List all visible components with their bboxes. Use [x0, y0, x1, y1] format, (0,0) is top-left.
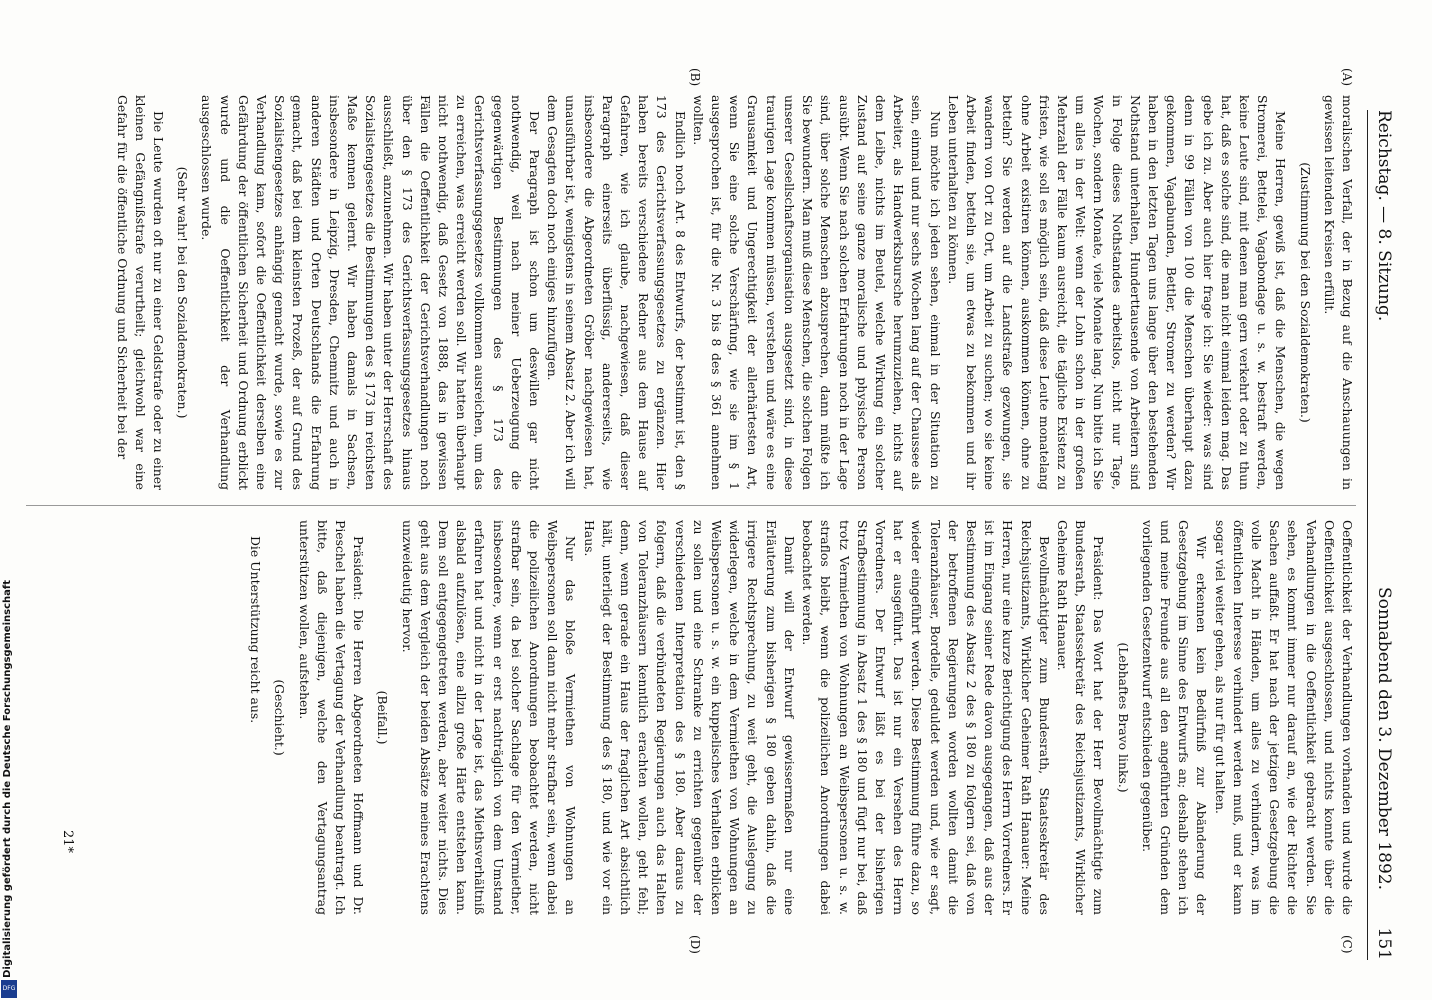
paragraph: moralischen Verfall, der in Bezug auf die Anschauungen in gewissen leitenden Kreisen erfüllt. [1321, 95, 1355, 490]
session-title: Reichstag. — 8. Sitzung. [1374, 110, 1394, 322]
interjection: (Sehr wahr! bei den Sozialdemokraten.) [175, 166, 191, 419]
paragraph: Nur das bloße Vermiethen von Wohnungen an Weibspersonen soll dann nicht mehr strafbar sein, wenn dabei die polizeilichen Anordnungen beobachtet werden, nicht strafbar sein, da bei solcher Sachlage für den Vermiether, insbesondere, wenn er erst nachträglich von dem Umstand erfahren hat und nicht in der Lage ist, das Miethsverhältniß alsbald aufzulösen, eine allzu große Härte entstehen kann. Dem soll entgegengetreten werden, aber weiter nichts. Dies geht aus dem Vergleich der beiden Absätze meines Erachtens unzweideutig hervor. [399, 520, 579, 915]
paragraph: Meine Herren, gewiß ist, daß die Menschen, die wegen Stromerei, Bettelei, Vagabondage u. s. w. bestraft werden, keine Leute sind, mit denen man gern verkehrt oder zu thun hat, daß es solche sind, die man nicht einmal leiden mag. Das gebe ich zu. Aber auch hier frage ich: Sie wieder: was sind denn in 99 Fällen von 100 die Menschen überhaupt dazu gekommen, Vagabunden, Bettler, Stromer zu werden? Wir haben in den letzten Tagen uns lange über den bestehenden Nothstand unterhalten, Hunderttausende von Arbeitern sind in Folge dieses Nothstandes arbeitslos, nicht nur Tage, Wochen, sondern Monate, viele Monate lang. Nun bitte ich Sie um alles in der Welt: wenn der Lohn schon in der großen Mehrzahl der Fälle kaum ausreicht, die tägliche Existenz zu fristen, wie soll es möglich sein, daß diese Leute monatelang ohne Arbeit existiren können, auskommen können, ohne zu betteln? Sie werden auf die Landstraße gezwungen, sie wandern von Ort zu Ort, um Arbeit zu suchen; wo sie keine Arbeit finden, betteln sie, um etwas zu bekommen und ihr Leben unterhalten zu können. [945, 95, 1289, 490]
footer-strip [0, 0, 18, 1000]
margin-mark-a: (A) [1340, 68, 1354, 87]
footer-text: Digitalisierung gefördert durch die Deutsche Forschungsgemeinschaft [2, 580, 13, 978]
right-column [246, 520, 1356, 915]
margin-mark-d: (D) [688, 935, 702, 954]
header-rule [1367, 110, 1368, 960]
paragraph: Wir erkennen kein Bedürfniß zur Abänderung der Gesetzgebung im Sinne des Entwurfs an; deshalb stehen ich und meine Freunde aus all den angeführten Gründen dem vorliegenden Gesetzentwurf entschieden gegenüber. [1139, 520, 1210, 915]
paragraph: Der Paragraph ist schon um deswillen gar nicht nothwendig, weil nach meiner Ueberzeugung die gegenwärtigen Bestimmungen des § 173 des Gerichtsverfassungsgesetzes vollkommen ausreichen, um das zu erreichen, was erreicht werden soll. Wir hatten überhaupt nicht nothwendig, daß Gesetz von 1888, das in gewissen Fällen die Oeffentlichkeit der Gerichtsverhandlungen noch über den § 173 des Gerichtsverfassungsgesetzes hinaus ausschließt, anzunehmen. Wir haben unter der Herrschaft des Sozialistengesetzes die Bestimmungen des § 173 im reichsten Maße kennen gelernt. Wir haben damals in Sachsen, insbesondere in Leipzig, Dresden, Chemnitz und auch in anderen Städten und Orten Deutschlands die Erfahrung gemacht, daß bei dem kleinsten Prozeß, der auf Grund des Sozialistengesetzes anhängig gemacht wurde, sowie es zur Verhandlung kam, sofort die Oeffentlichkeit derselben eine Gefährdung der öffentlichen Sicherheit und Ordnung erblickt wurde und die Oeffentlichkeit der Verhandlung ausgeschlossen wurde. [199, 95, 543, 490]
paragraph: Die Unterstützung reicht aus. [248, 536, 264, 724]
paragraph: Die Leute wurden oft nur zu einer Geldstrafe oder zu einer kleinen Gefängnißstrafe verurtheilt; gleichwohl war eine Gefahr für die öffentliche Ordnung und Sicherheit bei der [114, 95, 166, 490]
column-separator [26, 505, 1356, 506]
interjection: (Lebhaftes Bravo links.) [1115, 642, 1131, 793]
paragraph: Nun möchte ich jeden sehen, einmal in der Situation zu sein, einmal und nur sechs Wochen lang auf der Chaussee als Arbeiter, als Handwerksbursche herumzuziehen, nichts auf dem Leibe, nichts im Beutel, welche Wirkung ein solcher Zustand auf seine ganze moralische und physische Person ausübt. Wenn Sie nach solchen Erfahrungen noch in der Lage sind, über solche Menschen abzusprechen, dann müßte ich Sie bewundern. Man muß diese Menschen, die solchen Folgen unserer Gesellschaftsorganisation ausgesetzt sind, in diese traurigen Lage kommen müssen, verstehen und wäre es eine Grausamkeit und Ungerechtigkeit der allerhärtesten Art, wenn Sie eine solche Verschärfung, wie sie im § 1 ausgesprochen ist, für die Nr. 3 bis 8 des § 361 annehmen wollten. [690, 95, 943, 490]
page-header [1372, 110, 1394, 960]
page-number: 151 [1374, 927, 1394, 960]
margin-mark-b: (B) [688, 68, 702, 87]
interjection: (Zustimmung bei den Sozialdemokraten.) [1297, 162, 1313, 423]
interjection: (Beifall.) [375, 690, 391, 745]
dfg-logo: DFG [1, 980, 17, 998]
left-column [112, 95, 1356, 490]
session-date: Sonnabend den 3. Dezember 1892. [1374, 587, 1394, 890]
paragraph: Oeffentlichkeit der Verhandlungen vorhanden und wurde die Oeffentlichkeit ausgeschlossen, und nichts konnte über die Verhandlungen in die Oeffentlichkeit gebracht werden. Sie sehen, es kommt immer nur darauf an, wie der Richter die Sachen auffaßt. Er hat nach der jetzigen Gesetzgebung die volle Macht in Händen, um alles zu verhindern, was im öffentlichen Interesse verhindert werden muß, und er kann sogar viel weiter gehen, als nur für gut halten. [1212, 520, 1355, 915]
paragraph: Präsident: Die Herren Abgeordneten Hoffmann und Dr. Pieschel haben die Vertagung der Verhandlung beantragt. Ich bitte, daß diejenigen, welche den Vertagungsantrag unterstützen wollen, aufstehen. [296, 520, 367, 915]
interjection: (Geschieht.) [272, 679, 288, 756]
margin-mark-c: (C) [1340, 935, 1354, 954]
paragraph: Damit will der Entwurf gewissermaßen nur eine Erläuterung zum bisherigen § 180 geben dahin, daß die irrigere Rechtsprechung, zu weit geht, die Auslegung zu widerlegen, welche in dem Vermiethen von Wohnungen an Weibspersonen u. s. w. ein kuppelisches Verhalten erblicken zu sollen und eine Schranke zu errichten gegenüber der verschiedenen Interpretation des § 180. Aber daraus zu folgern, daß die verbündeten Regierungen auch das Halten von Toleranzhäusern kenntlich erachten wollen, geht fehl; denn, wenn gerade ein Haus der fraglichen Art absichtlich hält, unterliegt der Bestimmung des § 180, und wie vor ein Haus. [581, 520, 797, 915]
signature-mark: 21* [60, 830, 75, 854]
paragraph: Bevollmächtigter zum Bundesrath, Staatssekretär des Reichsjustizamts, Wirklicher Geheimer Rath Hanauer: Meine Herren, nur eine kurze Berichtigung des Herrn Vorredners. Er ist im Eingang seiner Rede davon ausgegangen, daß aus der Bestimmung des Absatz 2 des § 180 zu folgern sei, daß von der betroffenen Regierungen worden wollten damit die Toleranzhäuser, Bordelle, geduldet werden und, wie er sagt, wieder eingeführt werden. Diese Bestimmung führe dazu, so hat er ausgeführt. Das ist nur ein Versehen des Herrn Vorredners. Der Entwurf läßt es bei der bisherigen Strafbestimmung in Absatz 1 des § 180 und fügt nur bei, daß trotz Vermiethen von Wohnungen an Weibspersonen u. s. w. straflos bleibt, wenn die polizeilichen Anordnungen dabei beobachtet werden. [800, 520, 1052, 915]
paragraph: Präsident: Das Wort hat der Herr Bevollmächtigte zum Bundesrath, Staatssekretär des Reichsjustizamts, Wirklicher Geheime Rath Hanauer. [1054, 520, 1107, 915]
paragraph: Endlich noch Art. 8 des Entwurfs, der bestimmt ist, den § 173 des Gerichtsverfassungsgesetzes zu ergänzen. Hier haben bereits verschiedene Redner aus dem Hause auf Gefahren, wie ich glaube, nachgewiesen, daß dieser Paragraph einerseits überflüssig, andererseits, wie insbesondere die Abgeordneten Gröber nachgewiesen hat, unausführbar ist, wenigstens in seinem Absatz 2. Aber ich will dem Gesagten doch noch einiges hinzufügen. [545, 95, 688, 490]
